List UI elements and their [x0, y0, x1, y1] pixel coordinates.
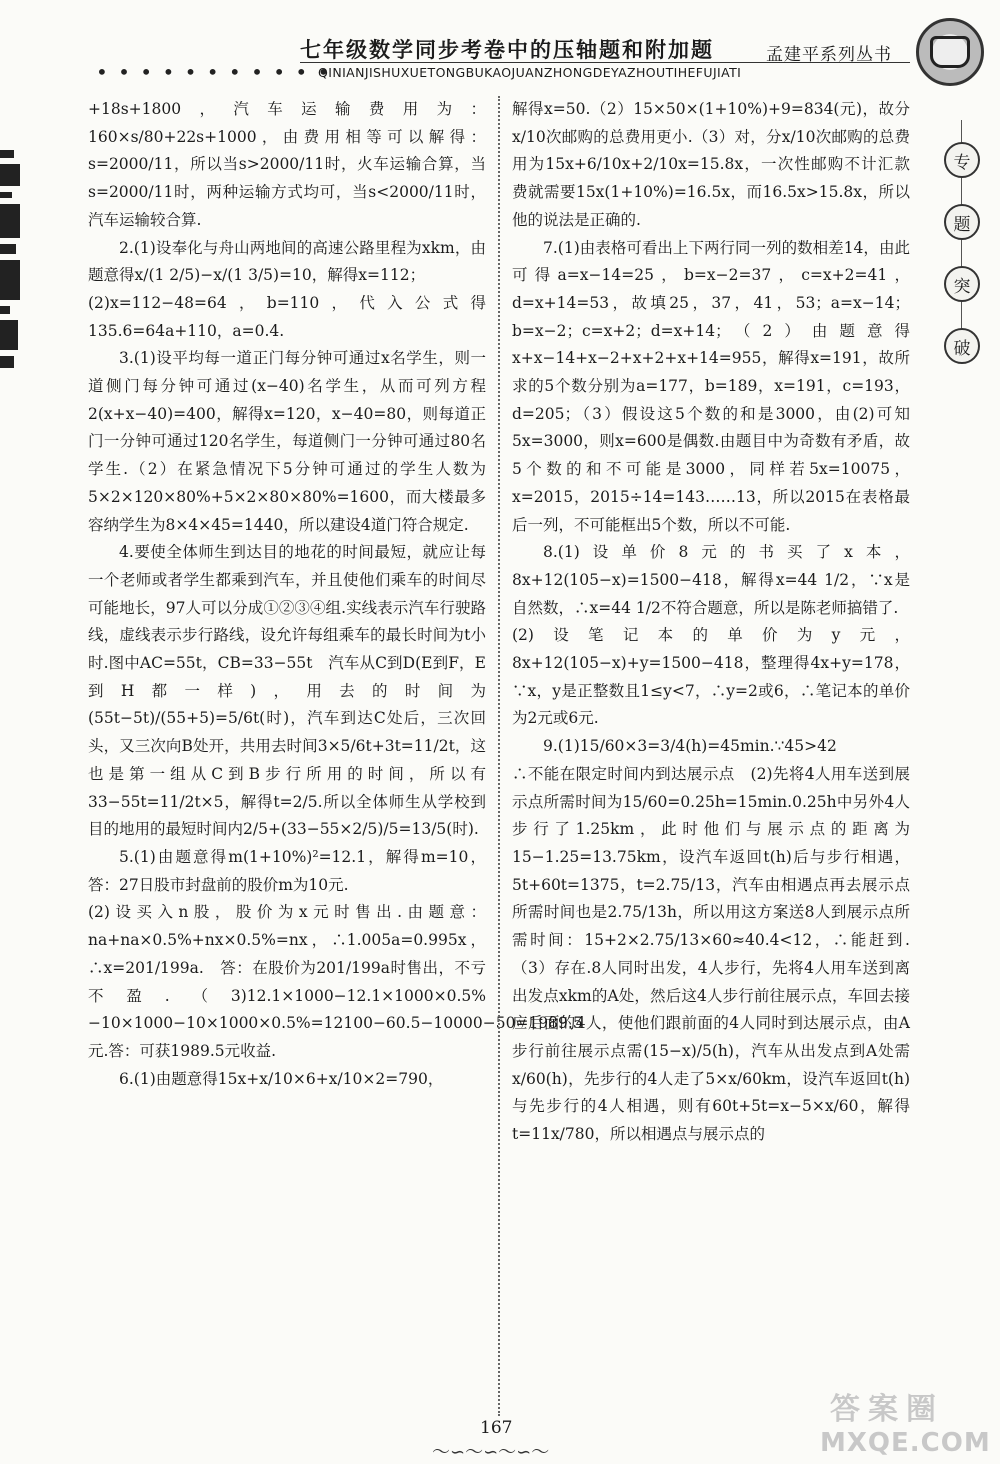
- answer-paragraph: 9.(1)15/60×3=3/4(h)=45min.∵45>42: [543, 737, 837, 756]
- side-tab: 题: [944, 204, 980, 240]
- watermark-logo-text: 答案圈: [830, 1392, 944, 1427]
- title-pinyin: QINIANJISHUXUETONGBUKAOJUANZHONGDEYAZHOUTIHEFUJIATI: [318, 65, 742, 80]
- series-name: 孟建平系列丛书: [766, 45, 892, 65]
- binding-strip: [0, 150, 22, 420]
- answer-paragraph: 8.(1)设单价8元的书买了x本，8x+12(105−x)=1500−418，解得x=44 1/2，∵x是自然数，∴x=44 1/2不符合题意，所以是陈老师搞错了.: [512, 543, 910, 617]
- page-number: 167: [480, 1418, 513, 1438]
- answer-paragraph: 5.(1)由题意得m(1+10%)²=12.1，解得m=10，答：27日股市封盘前的股价m为10元.: [88, 847, 486, 894]
- answer-paragraph: (2)x=112−48=64，b=110，代入公式得135.6=64a+110，a=0.4.: [88, 293, 486, 340]
- column-divider: [498, 96, 500, 1416]
- answer-paragraph: (2)设买入n股，股价为x元时售出.由题意：na+na×0.5%+nx×0.5%=nx，∴1.005a=0.995x，∴x=201/199a. 答：在股价为201/199a时售出，不亏不盈.（3)12.1×1000−12.1×1000×0.5%−10×1000−10×1000×0.5%=12100−60.5−10000−50=1989.5元.答：可获1989.5元收益.: [88, 903, 583, 1060]
- answer-paragraph: 4.要使全体师生到达目的地花的时间最短，就应让每一个老师或者学生都乘到汽车，并且使他们乘车的时间尽可能地长，97人可以分成①②③④组.实线表示汽车行驶路线，虚线表示步行路线，设允许每组乘车的最长时间为t小时.图中AC=55t，CB=33−55t 汽车从C到D(E到F，E到H都一样)，用去的时间为(55t−5t)/(55+5)=5/6t(时)，汽车到达C处后，三次回头，又三次向B处开，共用去时间3×5/6t+3t=11/2t，这也是第一组从C到B步行所用的时间，所以有33−55t=11/2t×5，解得t=2/5.所以全体师生从学校到目的地用的最短时间内2/5+(33−55×2/5)/5=13/5(时).: [88, 543, 486, 839]
- side-tab: 专: [944, 142, 980, 178]
- watermark-url: MXQE.COM: [820, 1428, 991, 1458]
- answer-paragraph: 6.(1)由题意得15x+x/10×6+x/10×2=790，: [119, 1069, 444, 1088]
- side-tab: 破: [944, 328, 980, 364]
- page-ornament: 〜∽〜∽〜∽〜: [432, 1442, 550, 1463]
- side-tab: 突: [944, 266, 980, 302]
- side-tabs: [940, 142, 984, 390]
- answer-paragraph: 3.(1)设平均每一道正门每分钟可通过x名学生，则一道侧门每分钟可通过(x−40)名学生，从而可列方程2(x+x−40)=400，解得x=120，x−40=80，则每道正门一分钟可通过120名学生，每道侧门一分钟可通过80名学生.（2）在紧急情况下5分钟可通过的学生人数为5×2×120×80%+5×2×80×80%=1600，而大楼最多容纳学生为8×4×45=1440，所以建设4道门符合规定.: [88, 349, 486, 534]
- answer-paragraph: 7.(1)由表格可看出上下两行同一列的数相差14，由此可得a=x−14=25，b=x−2=37，c=x+2=41，d=x+14=53，故填25，37，41，53；a=x−14；b=x−2；c=x+2；d=x+14；（2）由题意得x+x−14+x−2+x+2+x+14=955，解得x=191，故所求的5个数分别为a=177，b=189，x=191，c=193，d=205；（3）假设这5个数的和是3000，由(2)可知5x=3000，则x=600是偶数.由题目中为奇数有矛盾，故5个数的和不可能是3000，同样若5x=10075，x=2015，2015÷14=143……13，所以2015在表格最后一列，不可能框出5个数，所以不可能.: [512, 238, 910, 534]
- header-dots: • • • • • • • • • • •: [96, 60, 332, 84]
- answer-paragraph: (2)设笔记本的单价为y元，8x+12(105−x)+y=1500−418，整理得4x+y=178，∵x，y是正整数且1≤y<7，∴y=2或6，∴笔记本的单价为2元或6元.: [512, 626, 910, 728]
- answer-paragraph: ∴不能在限定时间内到达展示点 (2)先将4人用车送到展示点所需时间为15/60=0.25h=15min.0.25h中另外4人步行了1.25km，此时他们与展示点的距离为15−1.25=13.75km，设汽车返回t(h)后与步行相遇，5t+60t=1375，t=2.75/13，汽车由相遇点再去展示点所需时间也是2.75/13h，所以用这方案送8人到展示点所需时间：15+2×2.75/13×60≈40.4<12，∴能赶到.（3）存在.8人同时出发，4人步行，先将4人用车送到离出发点xkm的A处，然后这4人步行前往展示点，车回去接应后面的4人，使他们跟前面的4人同时到达展示点，由A步行前往展示点需(15−x)/5(h)，汽车从出发点到A处需x/60(h)，先步行的4人走了5×x/60km，设汽车返回t(h)与先步行的4人相遇，则有60t+5t=x−5×x/60，解得t=11x/780，所以相遇点与展示点的: [512, 764, 910, 1144]
- answer-paragraph: 解得x=50.（2）15×50×(1+10%)+9=834(元)，故分x/10次邮购的总费用更小.（3）对，分x/10次邮购的总费用为15x+6/10x+2/10x=15.8x，一次性邮购不计汇款费就需要15x(1+10%)=16.5x，而16.5x>15.8x，所以他的说法是正确的.: [512, 100, 910, 229]
- left-column: [88, 96, 583, 1093]
- watermark: [820, 1384, 996, 1458]
- header-rule: [300, 62, 910, 63]
- answer-paragraph: 2.(1)设奉化与舟山两地间的高速公路里程为xkm，由题意得x/(1 2/5)−x/(1 3/5)=10，解得x=112；: [88, 238, 486, 285]
- series-logo-icon: [916, 18, 984, 86]
- answer-paragraph: +18s+1800，汽车运输费用为：160×s/80+22s+1000，由费用相等可以解得：s=2000/11，所以当s>2000/11时，火车运输合算，当s=2000/11时，两种运输方式均可，当s<2000/11时，汽车运输较合算.: [88, 100, 486, 229]
- right-column: [512, 96, 910, 1149]
- page-title: 七年级数学同步考卷中的压轴题和附加题: [300, 37, 714, 62]
